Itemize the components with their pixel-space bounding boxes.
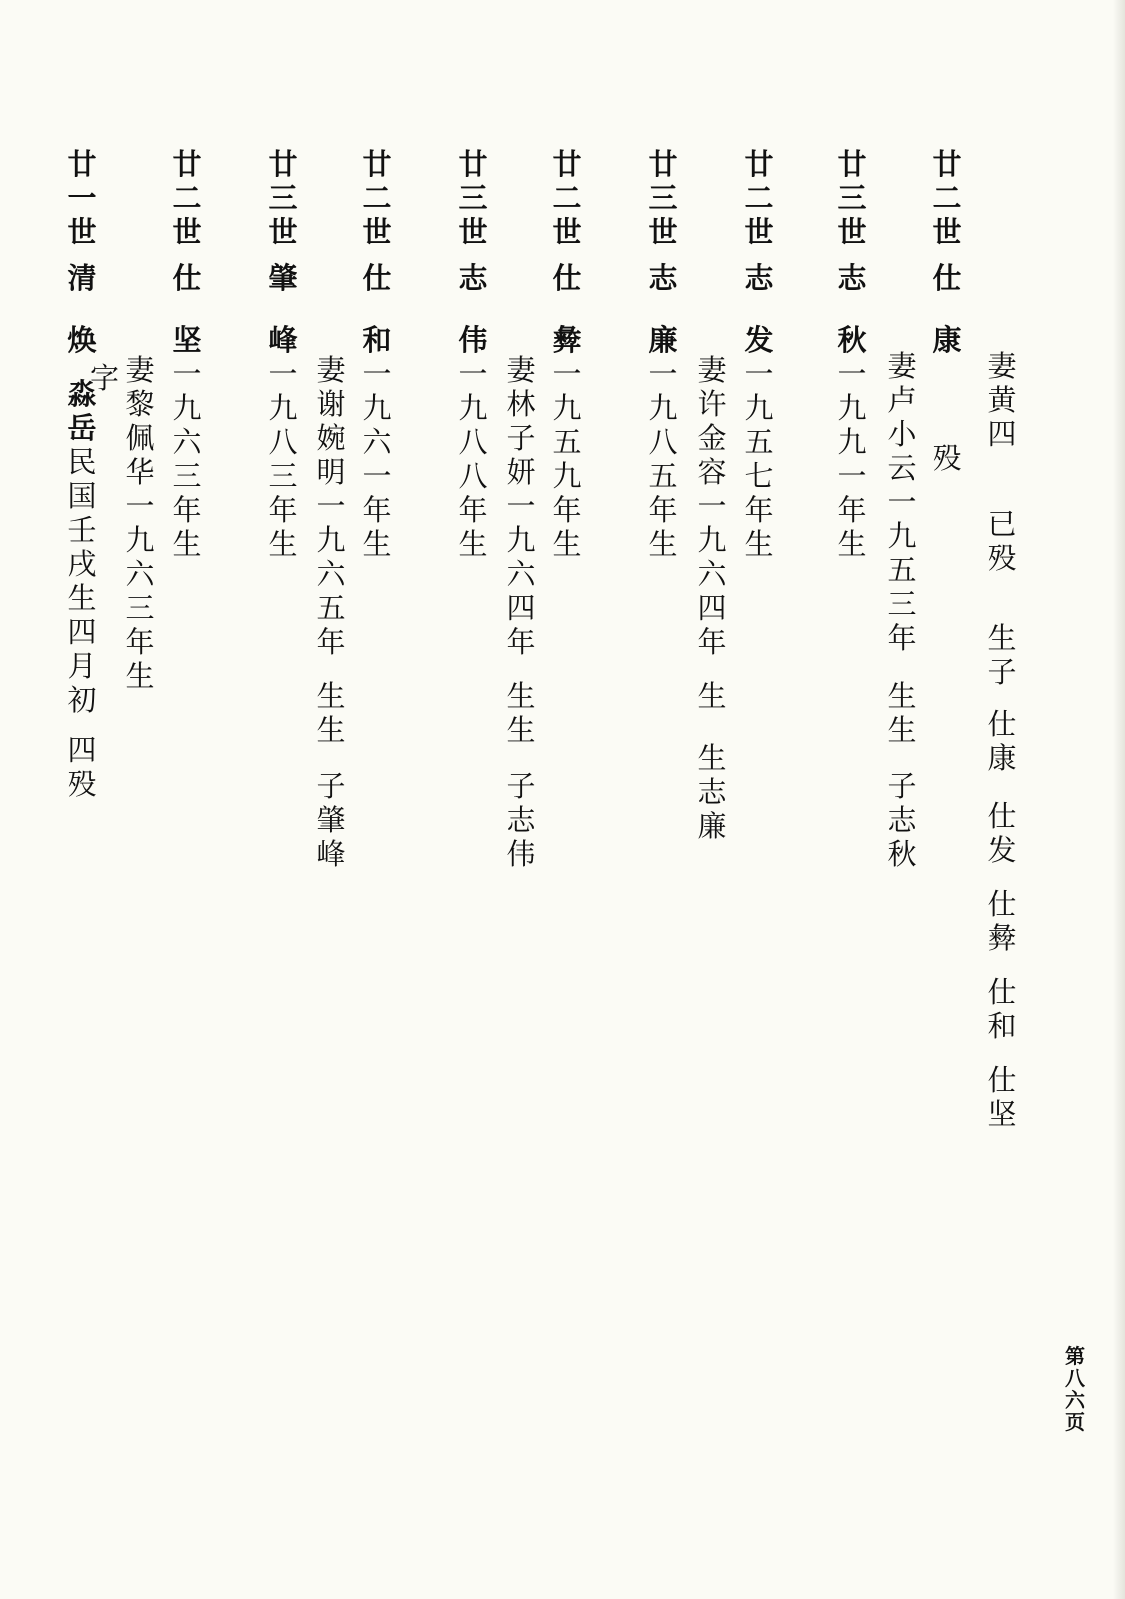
person-name-char: 志	[837, 261, 867, 295]
entry-text-char: 九	[506, 523, 536, 557]
entry-text-char: 九	[362, 391, 392, 425]
entry-text-char: 生	[172, 527, 202, 561]
entry-text-char: 一	[172, 357, 202, 391]
entry-text-char: 年	[697, 625, 727, 659]
entry-text-char: 民	[67, 445, 97, 479]
entry-text-char: 年	[887, 621, 917, 655]
entry-text-char: 一	[458, 357, 488, 391]
entry-text-char: 明	[316, 455, 346, 489]
entry-text-char: 华	[125, 455, 155, 489]
entry-text-char: 三	[887, 587, 917, 621]
courtesy-name-char: 淼	[67, 377, 97, 411]
column-14	[165, 0, 209, 1599]
entry-text-char: 年	[648, 493, 678, 527]
entry-text-char: 殁	[67, 767, 97, 801]
entry-text-char: 年	[837, 493, 867, 527]
person-name-char: 志	[648, 261, 678, 295]
entry-text-char: 廉	[697, 809, 727, 843]
generation-label-char: 三	[837, 181, 867, 215]
person-name-char: 彜	[552, 323, 582, 357]
page-number-char: 页	[1065, 1410, 1085, 1434]
entry-text-char: 志	[506, 803, 536, 837]
entry-text-char: 六	[362, 425, 392, 459]
entry-text-char: 七	[744, 459, 774, 493]
column-12	[309, 0, 353, 1599]
entry-text-char: 年	[362, 493, 392, 527]
generation-label-char: 世	[552, 215, 582, 249]
entry-text-char: 九	[125, 523, 155, 557]
entry-text-char: 仕	[987, 887, 1017, 921]
entry-text-char: 谢	[316, 387, 346, 421]
entry-text-char: 六	[172, 425, 202, 459]
entry-text-char: 年	[172, 493, 202, 527]
entry-text-char: 九	[697, 523, 727, 557]
generation-label-char: 世	[648, 215, 678, 249]
person-name-char: 仕	[362, 261, 392, 295]
entry-text-char: 八	[268, 425, 298, 459]
entry-text-char: 子	[887, 769, 917, 803]
entry-text-char: 八	[458, 425, 488, 459]
entry-text-char: 妻	[987, 349, 1017, 383]
entry-text-char: 妻	[887, 349, 917, 383]
entry-text-char: 一	[316, 489, 346, 523]
person-name-char: 志	[744, 261, 774, 295]
entry-text-char: 一	[506, 489, 536, 523]
entry-text-char: 容	[697, 455, 727, 489]
entry-text-char: 一	[552, 357, 582, 391]
entry-text-char: 生	[316, 713, 346, 747]
generation-label-char: 廿	[172, 147, 202, 181]
entry-text-char: 许	[697, 387, 727, 421]
entry-text-char: 生	[552, 527, 582, 561]
entry-text-char: 仕	[987, 975, 1017, 1009]
entry-text-char: 子	[987, 655, 1017, 689]
entry-text-char: 五	[552, 425, 582, 459]
person-name-char: 康	[932, 323, 962, 357]
person-name-char: 秋	[837, 323, 867, 357]
entry-text-char: 生	[697, 679, 727, 713]
entry-text-char: 九	[837, 425, 867, 459]
entry-text-char: 一	[362, 459, 392, 493]
entry-text-char: 生	[316, 679, 346, 713]
entry-text-char: 九	[648, 391, 678, 425]
entry-text-char: 佩	[125, 421, 155, 455]
entry-text-char: 生	[837, 527, 867, 561]
entry-text-char: 生	[887, 713, 917, 747]
entry-text-char: 康	[987, 741, 1017, 775]
entry-text-char: 五	[316, 591, 346, 625]
generation-label-char: 廿	[362, 147, 392, 181]
column-3	[880, 0, 924, 1599]
entry-text-char: 一	[125, 489, 155, 523]
entry-text-char: 妍	[506, 455, 536, 489]
entry-text-char: 五	[887, 553, 917, 587]
entry-text-char: 生	[987, 621, 1017, 655]
entry-text-char: 生	[506, 713, 536, 747]
entry-text-char: 坚	[987, 1097, 1017, 1131]
entry-text-char: 六	[125, 557, 155, 591]
entry-text-char: 年	[744, 493, 774, 527]
entry-text-char: 小	[887, 417, 917, 451]
entry-text-char: 志	[697, 775, 727, 809]
entry-text-char: 生	[268, 527, 298, 561]
generation-label-char: 世	[268, 215, 298, 249]
person-name-char: 肇	[268, 261, 298, 295]
entry-text-char: 九	[837, 391, 867, 425]
entry-text-char: 仕	[987, 707, 1017, 741]
generation-label-char: 世	[837, 215, 867, 249]
entry-text-char: 初	[67, 683, 97, 717]
column-1	[980, 0, 1024, 1599]
column-13	[261, 0, 305, 1599]
generation-label-char: 世	[67, 215, 97, 249]
person-name-char: 伟	[458, 323, 488, 357]
page-number-char: 六	[1065, 1388, 1085, 1412]
entry-text-char: 生	[362, 527, 392, 561]
entry-text-char: 峰	[316, 837, 346, 871]
entry-text-char: 生	[887, 679, 917, 713]
entry-text-char: 和	[987, 1009, 1017, 1043]
entry-text-char: 婉	[316, 421, 346, 455]
generation-label-char: 廿	[837, 147, 867, 181]
entry-text-char: 四	[987, 417, 1017, 451]
entry-text-char: 志	[887, 803, 917, 837]
person-name-char: 志	[458, 261, 488, 295]
generation-label-char: 廿	[648, 147, 678, 181]
entry-text-char: 一	[697, 489, 727, 523]
entry-text-char: 殁	[987, 541, 1017, 575]
entry-text-char: 林	[506, 387, 536, 421]
entry-text-char: 黄	[987, 383, 1017, 417]
column-9	[499, 0, 543, 1599]
entry-text-char: 金	[697, 421, 727, 455]
column-15	[118, 0, 162, 1599]
person-name-char: 廉	[648, 323, 678, 357]
entry-text-char: 年	[316, 625, 346, 659]
entry-text-char: 一	[837, 459, 867, 493]
entry-text-char: 一	[268, 357, 298, 391]
generation-label-char: 一	[67, 181, 97, 215]
entry-text-char: 一	[744, 357, 774, 391]
entry-text-char: 三	[125, 591, 155, 625]
entry-text-char: 生	[125, 659, 155, 693]
generation-label-char: 廿	[744, 147, 774, 181]
entry-text-char: 八	[458, 459, 488, 493]
page-number	[1062, 1345, 1088, 1433]
entry-text-char: 九	[458, 391, 488, 425]
generation-label-char: 廿	[932, 147, 962, 181]
generation-label-char: 三	[458, 181, 488, 215]
column-8	[545, 0, 589, 1599]
entry-text-char: 五	[744, 425, 774, 459]
entry-text-char: 卢	[887, 383, 917, 417]
person-name-char: 坚	[172, 323, 202, 357]
courtesy-name-char: 岳	[67, 411, 97, 445]
entry-text-char: 壬	[67, 513, 97, 547]
entry-text-char: 肇	[316, 803, 346, 837]
entry-text-char: 五	[648, 459, 678, 493]
entry-text-char: 黎	[125, 387, 155, 421]
generation-label-char: 二	[172, 181, 202, 215]
generation-label-char: 二	[932, 181, 962, 215]
entry-text-char: 生	[506, 679, 536, 713]
entry-text-char: 秋	[887, 837, 917, 871]
generation-label-char: 二	[362, 181, 392, 215]
entry-text-char: 一	[648, 357, 678, 391]
entry-text-char: 九	[552, 391, 582, 425]
entry-text-char: 子	[506, 421, 536, 455]
generation-label-char: 世	[744, 215, 774, 249]
generation-label-char: 廿	[458, 147, 488, 181]
generation-label-char: 二	[744, 181, 774, 215]
person-name-char: 和	[362, 323, 392, 357]
entry-text-char: 四	[506, 591, 536, 625]
generation-label-char: 世	[932, 215, 962, 249]
column-11	[355, 0, 399, 1599]
entry-text-char: 一	[362, 357, 392, 391]
generation-label-char: 廿	[552, 147, 582, 181]
generation-label-char: 三	[268, 181, 298, 215]
entry-text-char: 子	[506, 769, 536, 803]
entry-text-char: 九	[552, 459, 582, 493]
person-name-char: 仕	[172, 261, 202, 295]
generation-label-char: 世	[458, 215, 488, 249]
column-5	[737, 0, 781, 1599]
entry-text-char: 生	[697, 741, 727, 775]
generation-label-char: 廿	[268, 147, 298, 181]
page-number-char: 八	[1065, 1366, 1085, 1390]
entry-text-char: 六	[316, 557, 346, 591]
entry-text-char: 生	[744, 527, 774, 561]
column-10	[451, 0, 495, 1599]
page-edge-shadow	[1113, 0, 1125, 1599]
entry-text-char: 六	[697, 557, 727, 591]
entry-text-char: 伟	[506, 837, 536, 871]
entry-text-char: 月	[67, 649, 97, 683]
entry-text-char: 三	[268, 459, 298, 493]
generation-label-char: 世	[172, 215, 202, 249]
entry-text-char: 年	[125, 625, 155, 659]
entry-text-char: 妻	[697, 353, 727, 387]
person-name-char: 仕	[932, 261, 962, 295]
entry-text-char: 年	[506, 625, 536, 659]
entry-text-char: 四	[697, 591, 727, 625]
entry-text-char: 九	[172, 391, 202, 425]
entry-text-char: 妻	[125, 353, 155, 387]
person-name-char: 仕	[552, 261, 582, 295]
entry-text-char: 一	[887, 485, 917, 519]
entry-text-char: 戌	[67, 547, 97, 581]
entry-text-char: 九	[744, 391, 774, 425]
entry-text-char: 八	[648, 425, 678, 459]
entry-text-char: 年	[458, 493, 488, 527]
entry-text-char: 六	[506, 557, 536, 591]
entry-text-char: 四	[67, 733, 97, 767]
entry-text-char: 三	[172, 459, 202, 493]
entry-text-char: 四	[67, 615, 97, 649]
entry-text-char: 生	[648, 527, 678, 561]
entry-text-char: 生	[67, 581, 97, 615]
generation-label-char: 世	[362, 215, 392, 249]
column-6	[690, 0, 734, 1599]
courtesy-name-marker: 字	[90, 361, 120, 395]
entry-text-char: 殁	[932, 441, 962, 475]
entry-text-char: 彜	[987, 921, 1017, 955]
entry-text-char: 年	[552, 493, 582, 527]
person-name-char: 发	[744, 323, 774, 357]
column-7	[641, 0, 685, 1599]
column-16	[60, 0, 120, 1599]
generation-label-char: 三	[648, 181, 678, 215]
entry-text-char: 妻	[506, 353, 536, 387]
generation-label-char: 廿	[67, 147, 97, 181]
page-number-char: 第	[1065, 1344, 1085, 1368]
entry-text-char: 云	[887, 451, 917, 485]
entry-text-char: 一	[837, 357, 867, 391]
entry-text-char: 妻	[316, 353, 346, 387]
column-2	[925, 0, 969, 1599]
entry-text-char: 发	[987, 833, 1017, 867]
column-4	[830, 0, 874, 1599]
entry-text-char: 仕	[987, 1063, 1017, 1097]
entry-text-char: 生	[458, 527, 488, 561]
entry-text-char: 九	[268, 391, 298, 425]
entry-text-char: 年	[268, 493, 298, 527]
person-name-char: 峰	[268, 323, 298, 357]
entry-text-char: 仕	[987, 799, 1017, 833]
entry-text-char: 国	[67, 479, 97, 513]
entry-text-char: 子	[316, 769, 346, 803]
person-name-char: 焕	[67, 323, 97, 357]
generation-label-char: 二	[552, 181, 582, 215]
entry-text-char: 九	[316, 523, 346, 557]
entry-text-char: 已	[987, 507, 1017, 541]
entry-text-char: 九	[887, 519, 917, 553]
person-name-char: 清	[67, 261, 97, 295]
